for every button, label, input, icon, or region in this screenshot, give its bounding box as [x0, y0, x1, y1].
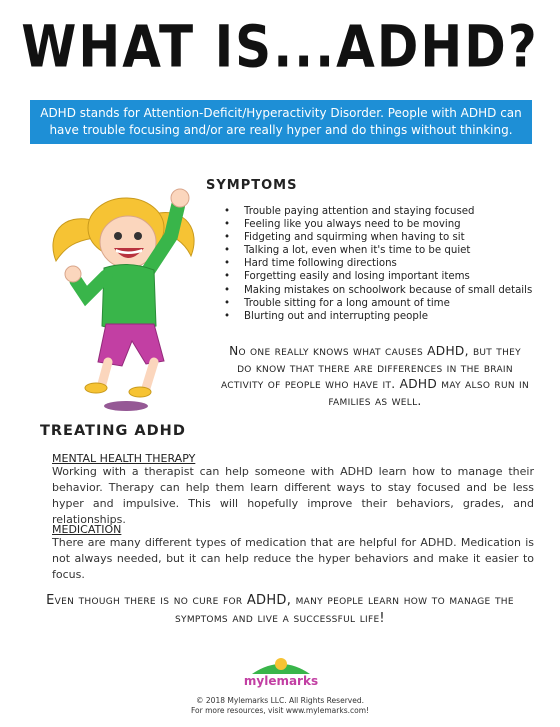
therapy-heading: MENTAL HEALTH THERAPY — [52, 452, 196, 465]
girl-illustration — [36, 176, 211, 414]
list-item: • Hard time following directions — [218, 257, 532, 270]
page-title: WHAT IS...ADHD? — [21, 13, 539, 81]
medication-heading: MEDICATION — [52, 523, 122, 536]
intro-banner: ADHD stands for Attention-Deficit/Hyperactivity Disorder. People with ADHD can have trouble focusing and/or are really hyper and do things without thinking. — [30, 100, 532, 144]
resources-link[interactable]: For more resources, visit www.mylemarks.com! — [190, 706, 370, 715]
mylemarks-logo — [238, 652, 324, 692]
list-item: • Trouble sitting for a long amount of time — [218, 297, 532, 310]
therapy-body: Working with a therapist can help someone with ADHD learn how to manage their behavior. Therapy can help them learn different ways to stay focused and be less hyper and impulsive. This will hopefully improve their behaviors, grades, and relationships. — [52, 465, 534, 526]
list-item: • Blurting out and interrupting people — [218, 310, 532, 323]
symptoms-heading: SYMPTOMS — [206, 178, 298, 193]
copyright-text: © 2018 Mylemarks LLC. All Rights Reserved. — [196, 696, 364, 705]
medication-body: There are many different types of medication that are helpful for ADHD. Medication is not always needed, but it can help reduce the hyper behaviors and make it easier to focus. — [52, 536, 534, 581]
list-item: • Feeling like you always need to be moving — [218, 218, 532, 231]
list-item: • Talking a lot, even when it's time to be quiet — [218, 244, 532, 257]
closing-statement: Even though there is no cure for ADHD, many people learn how to manage the symptoms and live a successful life! — [46, 593, 514, 626]
footer — [0, 696, 560, 716]
symptoms-list — [218, 205, 532, 323]
list-item: • Trouble paying attention and staying focused — [218, 205, 532, 218]
logo-text: mylemarks — [243, 674, 319, 688]
treating-heading: TREATING ADHD — [40, 423, 186, 439]
list-item: • Making mistakes on schoolwork because of small details — [218, 284, 532, 297]
list-item: • Forgetting easily and losing important items — [218, 270, 532, 283]
list-item: • Fidgeting and squirming when having to sit — [218, 231, 532, 244]
causes-callout: No one really knows what causes ADHD, but they do know that there are differences in the brain activity of people who have it. ADHD may also run in families as well. — [220, 344, 530, 408]
